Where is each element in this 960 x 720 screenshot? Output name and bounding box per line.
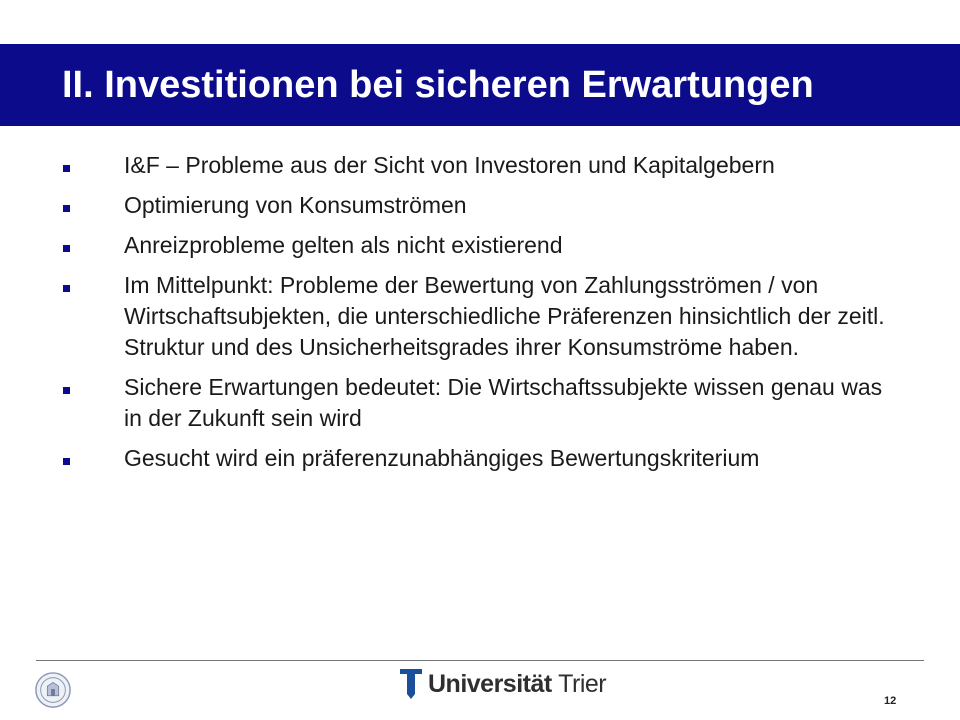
bullet-text: Anreizprobleme gelten als nicht existierend [124,232,563,258]
university-seal-icon [34,671,72,709]
square-bullet-icon [63,165,70,172]
square-bullet-icon [63,387,70,394]
university-name [428,670,606,699]
bullet-text: I&F – Probleme aus der Sicht von Investoren und Kapitalgebern [124,152,775,178]
square-bullet-icon [63,285,70,292]
square-bullet-icon [63,245,70,252]
footer-divider [36,660,924,661]
university-logo-mark-icon [400,669,422,699]
bullet-list [0,150,960,483]
university-name-bold: Universität [428,669,552,698]
bullet-text: Sichere Erwartungen bedeutet: Die Wirtschaftssubjekte wissen genau was in der Zukunft sein wird [124,374,883,431]
bullet-item [0,230,904,261]
square-bullet-icon [63,205,70,212]
bullet-item [0,372,904,434]
bullet-text: Optimierung von Konsumströmen [124,192,467,218]
slide-title: II. Investitionen bei sicheren Erwartungen [62,64,814,106]
bullet-text: Im Mittelpunkt: Probleme der Bewertung von Zahlungsströmen / von Wirtschaftsubjekten, die unterschiedliche Präferenzen hinsichtlich der zeitl. Struktur und des Unsicherheitsgrades ihrer Konsumströme haben. [124,272,885,360]
square-bullet-icon [63,458,70,465]
bullet-item [0,150,904,181]
university-logo [400,666,606,702]
bullet-item [0,270,904,363]
page-number: 12 [884,695,897,707]
university-name-city: Trier [558,669,607,698]
bullet-text: Gesucht wird ein präferenzunabhängiges Bewertungskriterium [124,445,760,471]
bullet-item [0,190,904,221]
bullet-item [0,443,904,474]
